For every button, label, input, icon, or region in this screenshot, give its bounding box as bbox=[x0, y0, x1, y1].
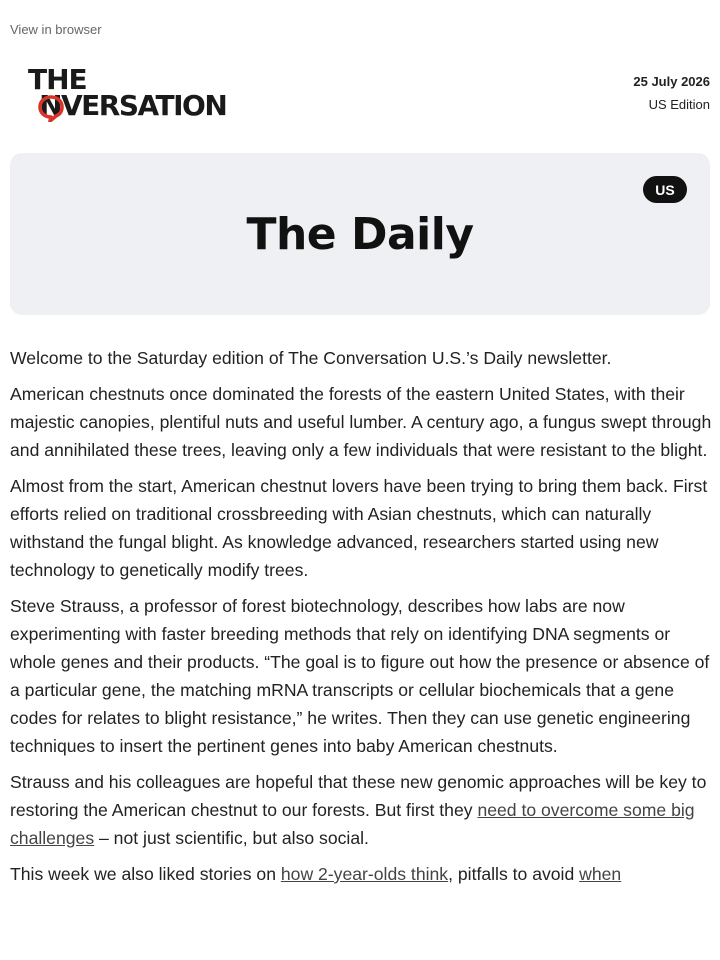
intro-paragraph: Welcome to the Saturday edition of The Conversation U.S.’s Daily newsletter. bbox=[10, 348, 612, 368]
speech-bubble-icon bbox=[37, 94, 65, 122]
body-paragraph: American chestnuts once dominated the forests of the eastern United States, with their majestic canopies, plentiful nuts and useful lumber. A century ago, a fungus swept through and annihilated these trees, leaving only a few individuals that were resistant to the blight. bbox=[10, 384, 712, 460]
newsletter-banner bbox=[10, 153, 710, 315]
newsletter-body bbox=[10, 344, 714, 896]
article-link-when[interactable]: when bbox=[579, 864, 622, 884]
newsletter-title: The Daily bbox=[246, 209, 474, 260]
issue-meta bbox=[633, 74, 710, 113]
body-paragraph bbox=[10, 860, 714, 888]
paragraph-text: This week we also liked stories on bbox=[10, 864, 281, 884]
body-paragraph: Almost from the start, American chestnut lovers have been trying to bring them back. First efforts relied on traditional crossbreeding with Asian chestnuts, which can naturally withstand the fungal blight. As knowledge advanced, researchers started using new technology to genetically modify trees. bbox=[10, 476, 708, 580]
paragraph-text: , pitfalls to avoid bbox=[448, 864, 580, 884]
the-conversation-logo[interactable] bbox=[18, 63, 268, 122]
view-in-browser-link[interactable]: View in browser bbox=[10, 22, 102, 37]
logo-line-the: THE bbox=[28, 63, 87, 96]
edition-label: US Edition bbox=[648, 97, 710, 112]
logo-line-conversation: NVERSATION bbox=[39, 89, 227, 122]
paragraph-text: – not just scientific, but also social. bbox=[94, 828, 369, 848]
body-paragraph bbox=[10, 768, 714, 852]
body-paragraph: Steve Strauss, a professor of forest biotechnology, describes how labs are now experimenting with faster breeding methods that rely on identifying DNA segments or whole genes and their products. “The goal is to figure out how the presence or absence of a particular gene, the matching mRNA transcripts or cellular biochemicals that a gene codes for relates to blight resistance,” he writes. Then they can use genetic engineering techniques to insert the pertinent genes into baby American chestnuts. bbox=[10, 596, 710, 756]
paragraph-text: Strauss and his colleagues are hopeful that these new genomic approaches will be key to restoring the American chestnut to our forests. But first they bbox=[10, 772, 707, 820]
issue-date: 25 July 2026 bbox=[633, 74, 710, 89]
edition-badge: US bbox=[643, 176, 687, 203]
article-link-big-challenges[interactable]: need to overcome some big challenges bbox=[10, 800, 695, 848]
article-link-two-year-olds[interactable]: how 2-year-olds think bbox=[280, 864, 449, 884]
